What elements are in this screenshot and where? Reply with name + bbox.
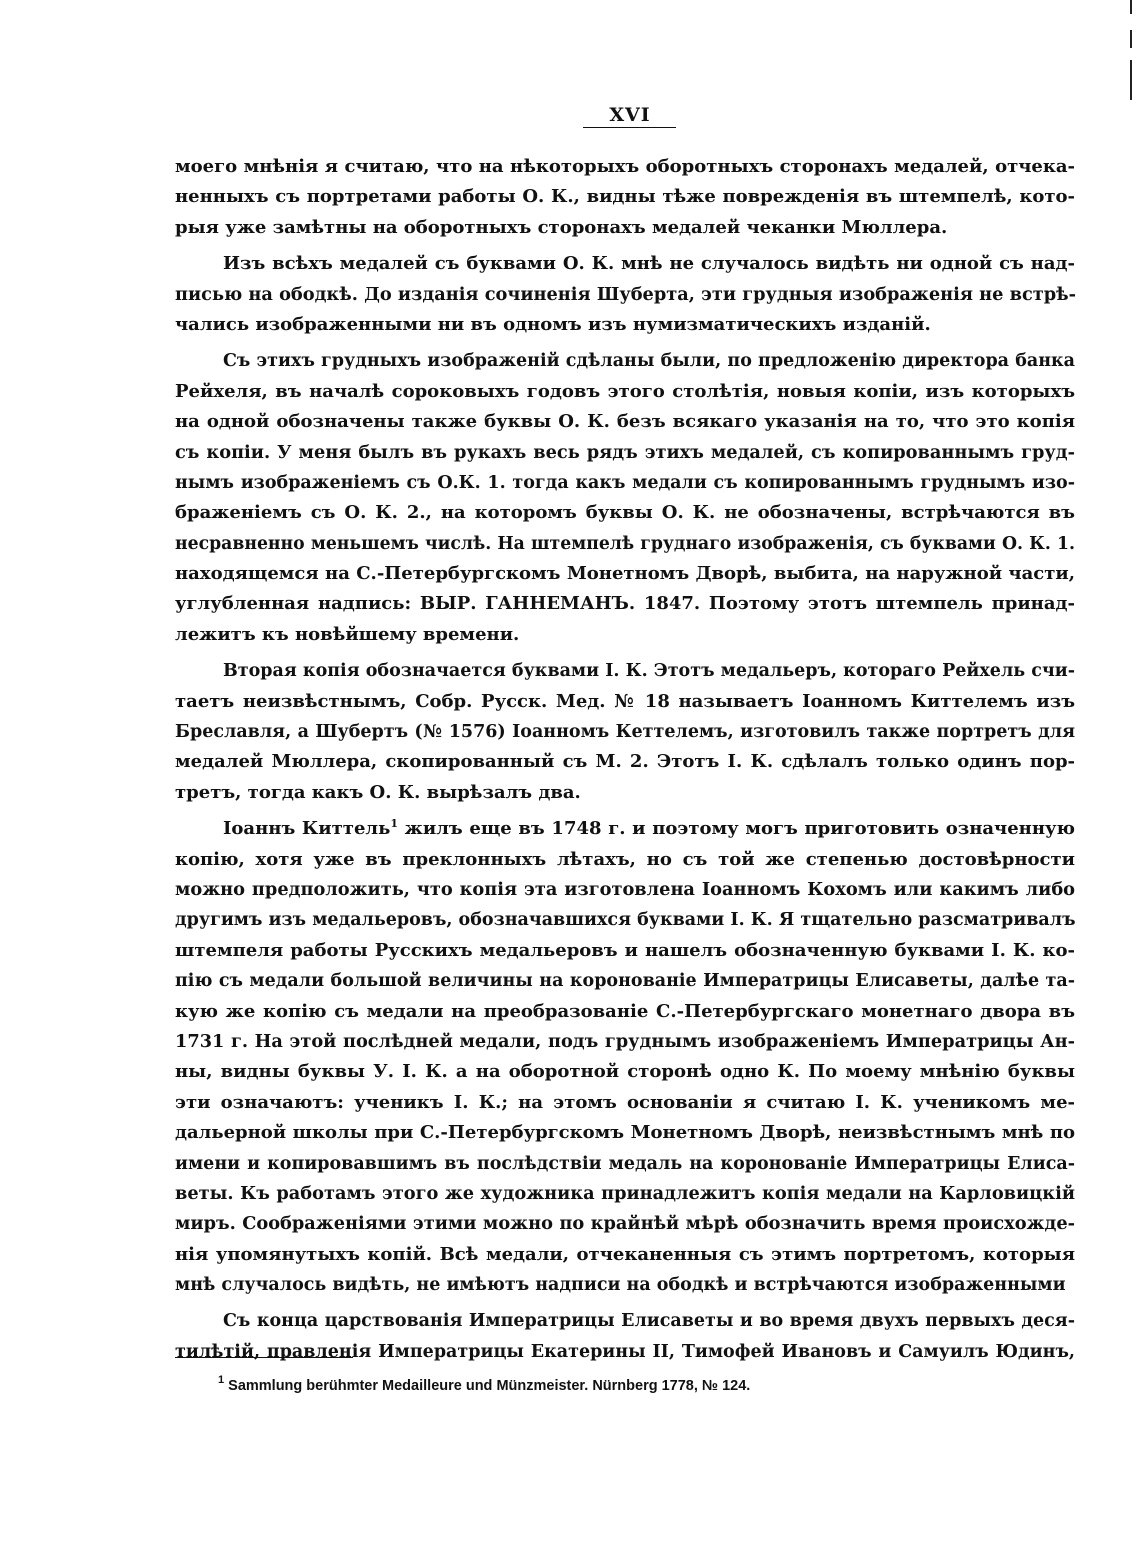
text-line: веты. Къ работамъ этого же художника принадлежитъ копія медали на Карловицкій <box>175 1182 1075 1204</box>
text-line: Съ этихъ грудныхъ изображеній сдѣланы были, по предложенію директора банка <box>223 351 1075 372</box>
text-line: другимъ изъ медальеровъ, обозначавшихся буквами І. К. Я тщательно разсматривалъ <box>175 910 1076 931</box>
text-line: моего мнѣнія я считаю, что на нѣкоторыхъ оборотныхъ сторонахъ медалей, отчека- <box>175 156 1075 177</box>
footnote-text: Sammlung berühmter Medailleure und Münzmeister. Nürnberg 1778, № 124. <box>224 1378 751 1394</box>
footnote-divider <box>175 1357 353 1358</box>
text-line: чались изображенными ни въ одномъ изъ нумизматическихъ изданій. <box>175 313 931 335</box>
footnote-reference: 1 <box>390 817 398 831</box>
text-line: углубленная надпись: ВЫР. ГАННЕМАНЪ. 1847. Поэтому этотъ штемпель принад- <box>175 593 1075 615</box>
text-line: рыя уже замѣтны на оборотныхъ сторонахъ медалей чеканки Мюллера. <box>175 216 948 238</box>
text-line: дальерной школы при С.-Петербургскомъ Монетномъ Дворѣ, неизвѣстнымъ мнѣ по <box>175 1122 1075 1144</box>
page-number-underline <box>583 127 676 128</box>
page-number: XVI <box>609 104 651 126</box>
body-text <box>175 152 1075 1373</box>
text-line: ны, видны буквы У. І. К. а на оборотной сторонѣ одно К. По моему мнѣнію буквы <box>175 1061 1075 1083</box>
paragraph <box>175 814 1075 1300</box>
paragraph <box>175 249 1075 340</box>
text-line: несравненно меньшемъ числѣ. На штемпелѣ груднаго изображенія, съ буквами О. К. 1. <box>175 533 1075 554</box>
text-line: писью на ободкѣ. До изданія сочиненія Шуберта, эти грудныя изображенія не встрѣ- <box>175 283 1077 305</box>
text-line: лежитъ къ новѣйшему времени. <box>175 623 520 645</box>
text-line: Съ конца царствованія Императрицы Елисаветы и во время двухъ первыхъ деся- <box>223 1311 1075 1332</box>
text-line: ненныхъ съ портретами работы О. К., видны тѣже поврежденія въ штемпелѣ, кото- <box>175 186 1075 208</box>
text-line: браженіемъ съ О. К. 2., на которомъ буквы О. К. не обозначены, встрѣчаются въ <box>175 502 1075 524</box>
text-line: миръ. Соображеніями этими можно по крайнѣй мѣрѣ обозначить время происхожде- <box>175 1213 1075 1235</box>
text-line: Изъ всѣхъ медалей съ буквами О. К. мнѣ не случалось видѣть ни одной съ над- <box>223 253 1075 275</box>
text-line: медалей Мюллера, скопированный съ М. 2. Этотъ І. К. сдѣлалъ только одинъ пор- <box>175 751 1075 773</box>
text-line: нымъ изображеніемъ съ О.К. 1. тогда какъ медали съ копированнымъ груднымъ изо- <box>175 472 1075 493</box>
text-line: третъ, тогда какъ О. К. вырѣзалъ два. <box>175 781 581 803</box>
paragraph <box>175 152 1075 243</box>
paragraph <box>175 346 1075 650</box>
scan-edge-mark <box>1130 0 1132 14</box>
footnote <box>218 1374 1068 1394</box>
text-line: съ копіи. У меня былъ въ рукахъ весь рядъ этихъ медалей, съ копированнымъ груд- <box>175 441 1075 463</box>
text-line: находящемся на С.-Петербургскомъ Монетномъ Дворѣ, выбита, на наружной части, <box>175 563 1075 585</box>
text-line: можно предположить, что копія эта изготовлена Іоанномъ Кохомъ или какимъ либо <box>175 878 1075 900</box>
text-line: тилѣтій, правленія Императрицы Екатерины II, Тимофей Ивановъ и Самуилъ Юдинъ, <box>175 1341 1075 1362</box>
footnote-mark: 1 <box>218 1374 225 1386</box>
text-line: эти означаютъ: ученикъ І. К.; на этомъ основаніи я считаю І. К. ученикомъ ме- <box>175 1091 1075 1113</box>
text-line <box>175 814 1075 844</box>
paragraph <box>175 656 1075 808</box>
text-line: пію съ медали большой величины на коронованіе Императрицы Елисаветы, далѣе та- <box>175 971 1075 992</box>
text-line: нія упомянутыхъ копій. Всѣ медали, отчеканенныя съ этимъ портретомъ, которыя <box>175 1243 1075 1265</box>
text-line: 1731 г. На этой послѣдней медали, подъ груднымъ изображеніемъ Императрицы Ан- <box>175 1030 1075 1052</box>
text-line: штемпеля работы Русскихъ медальеровъ и нашелъ обозначенную буквами І. К. ко- <box>175 939 1075 961</box>
text-line: имени и копировавшимъ въ послѣдствіи медаль на коронованіе Императрицы Елиса- <box>175 1153 1075 1174</box>
text-line: Рейхеля, въ началѣ сороковыхъ годовъ этого столѣтія, новыя копіи, изъ которыхъ <box>175 380 1075 402</box>
paragraph <box>175 1306 1075 1367</box>
text-line: мнѣ случалось видѣть, не имѣютъ надписи на ободкѣ и встрѣчаются изображенными <box>175 1275 1066 1296</box>
text-line: Бреславля, а Шубертъ (№ 1576) Іоанномъ Кеттелемъ, изготовилъ также портретъ для <box>175 722 1075 743</box>
text-line: на одной обозначены также буквы О. К. безъ всякаго указанія на то, что это копія <box>175 411 1075 433</box>
scan-edge-mark <box>1130 30 1132 48</box>
text-line: копію, хотя уже въ преклонныхъ лѣтахъ, но съ той же степенью достовѣрности <box>175 848 1075 870</box>
text-line: таетъ неизвѣстнымъ, Собр. Русск. Мед. № 18 называетъ Іоанномъ Киттелемъ изъ <box>175 690 1075 712</box>
scan-edge-mark <box>1130 60 1132 100</box>
text-line: кую же копію съ медали на преобразованіе С.-Петербургскаго монетнаго двора въ <box>175 1000 1075 1022</box>
text-line: Вторая копія обозначается буквами І. К. Этотъ медальеръ, котораго Рейхель счи- <box>223 661 1075 682</box>
text-segment: Іоаннъ Киттель <box>223 818 391 840</box>
text-segment: жилъ еще въ 1748 г. и поэтому могъ приготовить означенную <box>397 818 1076 840</box>
